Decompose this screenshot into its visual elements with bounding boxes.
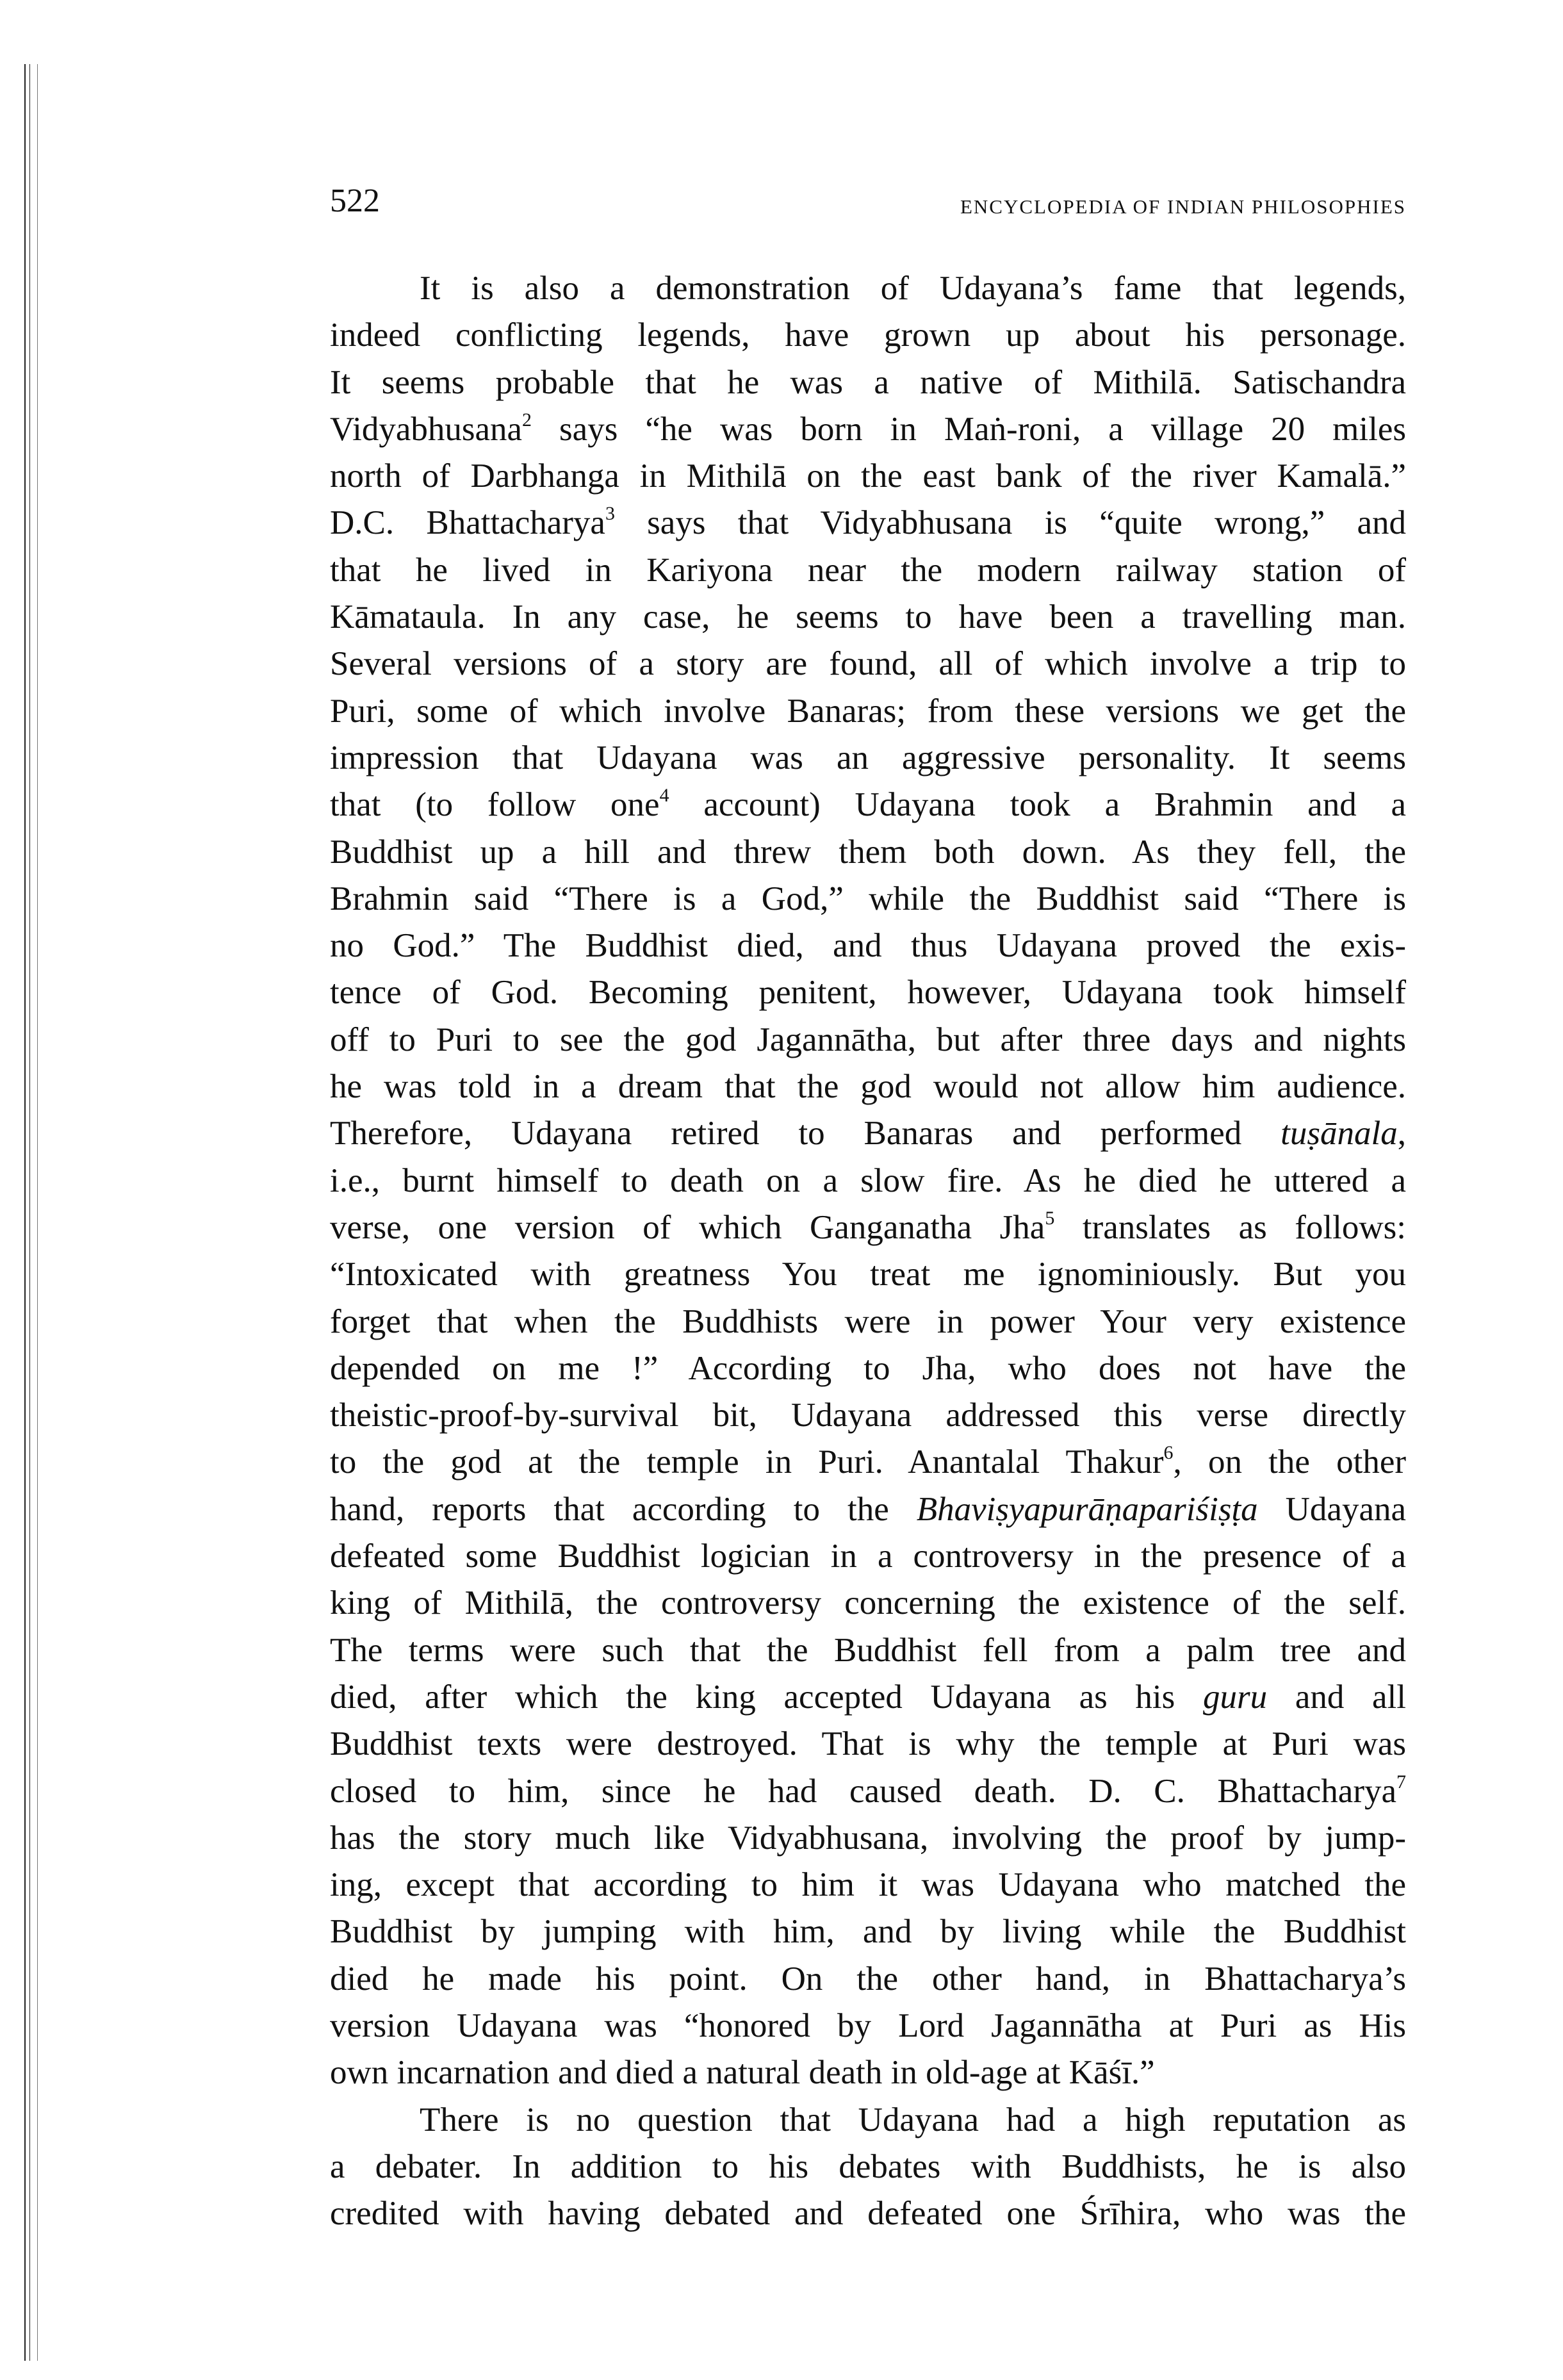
text-line xyxy=(330,359,1406,406)
text-line xyxy=(330,1204,1406,1251)
text-line xyxy=(330,735,1406,782)
text-line xyxy=(330,688,1406,735)
binding-gutter-line xyxy=(24,64,26,2361)
footnote-ref: 3 xyxy=(605,503,615,525)
text-line xyxy=(330,969,1406,1016)
text-segment: says “he was born in Maṅ-roni, a village 20 miles xyxy=(532,410,1406,448)
text-line xyxy=(330,1110,1406,1157)
text-line xyxy=(330,1486,1406,1533)
text-segment: hand, reports that according to the xyxy=(330,1490,917,1528)
text-line xyxy=(330,1017,1406,1063)
text-segment: that (to follow one xyxy=(330,786,660,824)
footnote-ref: 2 xyxy=(522,409,532,431)
text-segment: The terms were such that the Buddhist fell from a palm tree and xyxy=(330,1631,1406,1669)
text-line xyxy=(330,547,1406,594)
text-line xyxy=(330,829,1406,876)
text-line xyxy=(330,1158,1406,1204)
text-segment: ing, except that according to him it was Udayana who matched the xyxy=(330,1866,1406,1904)
italic-term: guru xyxy=(1202,1678,1268,1716)
text-line xyxy=(330,594,1406,641)
text-line xyxy=(330,2190,1406,2237)
binding-gutter-line xyxy=(29,64,30,2361)
footnote-ref: 4 xyxy=(659,785,669,807)
text-segment: own incarnation and died a natural death in old-age at Kāśī.” xyxy=(330,2054,1155,2092)
text-segment: tence of God. Becoming penitent, however, Udayana took himself xyxy=(330,974,1406,1012)
text-segment: says that Vidyabhusana is “quite wrong,” and xyxy=(614,504,1406,542)
text-line xyxy=(330,2097,1406,2144)
text-line xyxy=(330,1063,1406,1110)
italic-term: Bhaviṣyapurāṇapariśiṣṭa xyxy=(916,1490,1258,1528)
text-segment: has the story much like Vidyabhusana, involving the proof by jump- xyxy=(330,1819,1406,1857)
text-segment: no God.” The Buddhist died, and thus Udayana proved the exis- xyxy=(330,927,1406,965)
text-segment: died he made his point. On the other hand, in Bhattacharya’s xyxy=(330,1960,1406,1998)
text-segment: Buddhist by jumping with him, and by living while the Buddhist xyxy=(330,1913,1406,1951)
text-line xyxy=(330,1533,1406,1580)
text-line xyxy=(330,1674,1406,1721)
text-segment: , on the other xyxy=(1173,1443,1406,1481)
text-line xyxy=(330,876,1406,923)
text-line xyxy=(330,1299,1406,1345)
text-segment: defeated some Buddhist logician in a controversy in the presence of a xyxy=(330,1538,1406,1575)
text-segment: indeed conflicting legends, have grown up about his personage. xyxy=(330,316,1406,354)
text-segment: that he lived in Kariyona near the modern railway station of xyxy=(330,551,1406,589)
text-segment: Therefore, Udayana retired to Banaras and performed xyxy=(330,1115,1281,1153)
text-line xyxy=(330,406,1406,453)
text-segment: Puri, some of which involve Banaras; from these versions we get the xyxy=(330,692,1406,730)
text-segment: Brahmin said “There is a God,” while the Buddhist said “There is xyxy=(330,880,1406,917)
text-segment: died, after which the king accepted Udayana as his xyxy=(330,1678,1203,1716)
text-line xyxy=(330,265,1406,312)
text-segment: Buddhist up a hill and threw them both down. As they fell, the xyxy=(330,833,1406,871)
text-segment: off to Puri to see the god Jagannātha, but after three days and nights xyxy=(330,1021,1406,1058)
text-segment: account) Udayana took a Brahmin and a xyxy=(669,786,1406,824)
footnote-ref: 7 xyxy=(1396,1771,1406,1793)
text-line xyxy=(330,1580,1406,1627)
text-segment: depended on me !” According to Jha, who does not have the xyxy=(330,1349,1406,1387)
text-line xyxy=(330,453,1406,500)
text-segment: D.C. Bhattacharya xyxy=(330,504,605,542)
text-line xyxy=(330,1862,1406,1908)
text-segment: It seems probable that he was a native of Mithilā. Satischandra xyxy=(330,363,1406,401)
text-line xyxy=(330,2049,1406,2096)
text-line xyxy=(330,1251,1406,1298)
text-line xyxy=(330,1956,1406,2003)
text-line xyxy=(330,1345,1406,1392)
text-line xyxy=(330,2003,1406,2049)
text-segment: verse, one version of which Ganganatha Jha xyxy=(330,1208,1045,1246)
text-segment: “Intoxicated with greatness You treat me ignominiously. But you xyxy=(330,1256,1406,1293)
footnote-ref: 5 xyxy=(1045,1207,1055,1229)
binding-gutter-line xyxy=(37,64,38,2361)
body-text xyxy=(330,265,1406,2237)
text-segment: It is also a demonstration of Udayana’s fame that legends, xyxy=(420,270,1406,307)
text-segment: king of Mithilā, the controversy concerning the existence of the self. xyxy=(330,1584,1406,1622)
text-line xyxy=(330,641,1406,687)
text-segment: a debater. In addition to his debates with Buddhists, he is also xyxy=(330,2147,1406,2185)
text-segment: version Udayana was “honored by Lord Jagannātha at Puri as His xyxy=(330,2007,1406,2044)
text-segment: Vidyabhusana xyxy=(330,410,523,448)
italic-term: tuṣānala xyxy=(1281,1115,1398,1153)
text-line xyxy=(330,923,1406,969)
text-segment: i.e., burnt himself to death on a slow fire. As he died he uttered a xyxy=(330,1161,1406,1199)
text-line xyxy=(330,1815,1406,1862)
text-line xyxy=(330,1721,1406,1768)
text-segment: Udayana xyxy=(1257,1490,1406,1528)
text-segment: theistic-proof-by-survival bit, Udayana addressed this verse directly xyxy=(330,1397,1406,1434)
footnote-ref: 6 xyxy=(1163,1442,1174,1464)
text-segment: Kāmataula. In any case, he seems to have been a travelling man. xyxy=(330,598,1406,636)
text-segment: to the god at the temple in Puri. Anantalal Thakur xyxy=(330,1443,1164,1481)
running-head: ENCYCLOPEDIA OF INDIAN PHILOSOPHIES xyxy=(960,195,1406,218)
text-segment: translates as follows: xyxy=(1054,1208,1406,1246)
text-segment: Several versions of a story are found, all of which involve a trip to xyxy=(330,645,1406,683)
text-line xyxy=(330,500,1406,546)
page-header xyxy=(330,183,1406,224)
text-line xyxy=(330,1768,1406,1815)
text-line xyxy=(330,1627,1406,1674)
text-line xyxy=(330,782,1406,828)
text-segment: impression that Udayana was an aggressive personality. It seems xyxy=(330,739,1406,776)
text-line xyxy=(330,1392,1406,1439)
text-segment: forget that when the Buddhists were in power Your very existence xyxy=(330,1302,1406,1340)
text-segment: Buddhist texts were destroyed. That is why the temple at Puri was xyxy=(330,1725,1406,1763)
text-line xyxy=(330,1439,1406,1486)
text-line xyxy=(330,1908,1406,1955)
text-segment: closed to him, since he had caused death. D. C. Bhattacharya xyxy=(330,1772,1396,1810)
text-segment: There is no question that Udayana had a high reputation as xyxy=(420,2101,1406,2138)
text-segment: , xyxy=(1397,1115,1406,1153)
text-segment: and all xyxy=(1267,1678,1407,1716)
text-segment: he was told in a dream that the god would not allow him audience. xyxy=(330,1068,1406,1106)
text-line xyxy=(330,312,1406,359)
text-segment: north of Darbhanga in Mithilā on the east bank of the river Kamalā.” xyxy=(330,457,1406,495)
text-segment: credited with having debated and defeated one Śrīhira, who was the xyxy=(330,2195,1406,2233)
text-line xyxy=(330,2144,1406,2190)
page-number: 522 xyxy=(330,183,380,219)
